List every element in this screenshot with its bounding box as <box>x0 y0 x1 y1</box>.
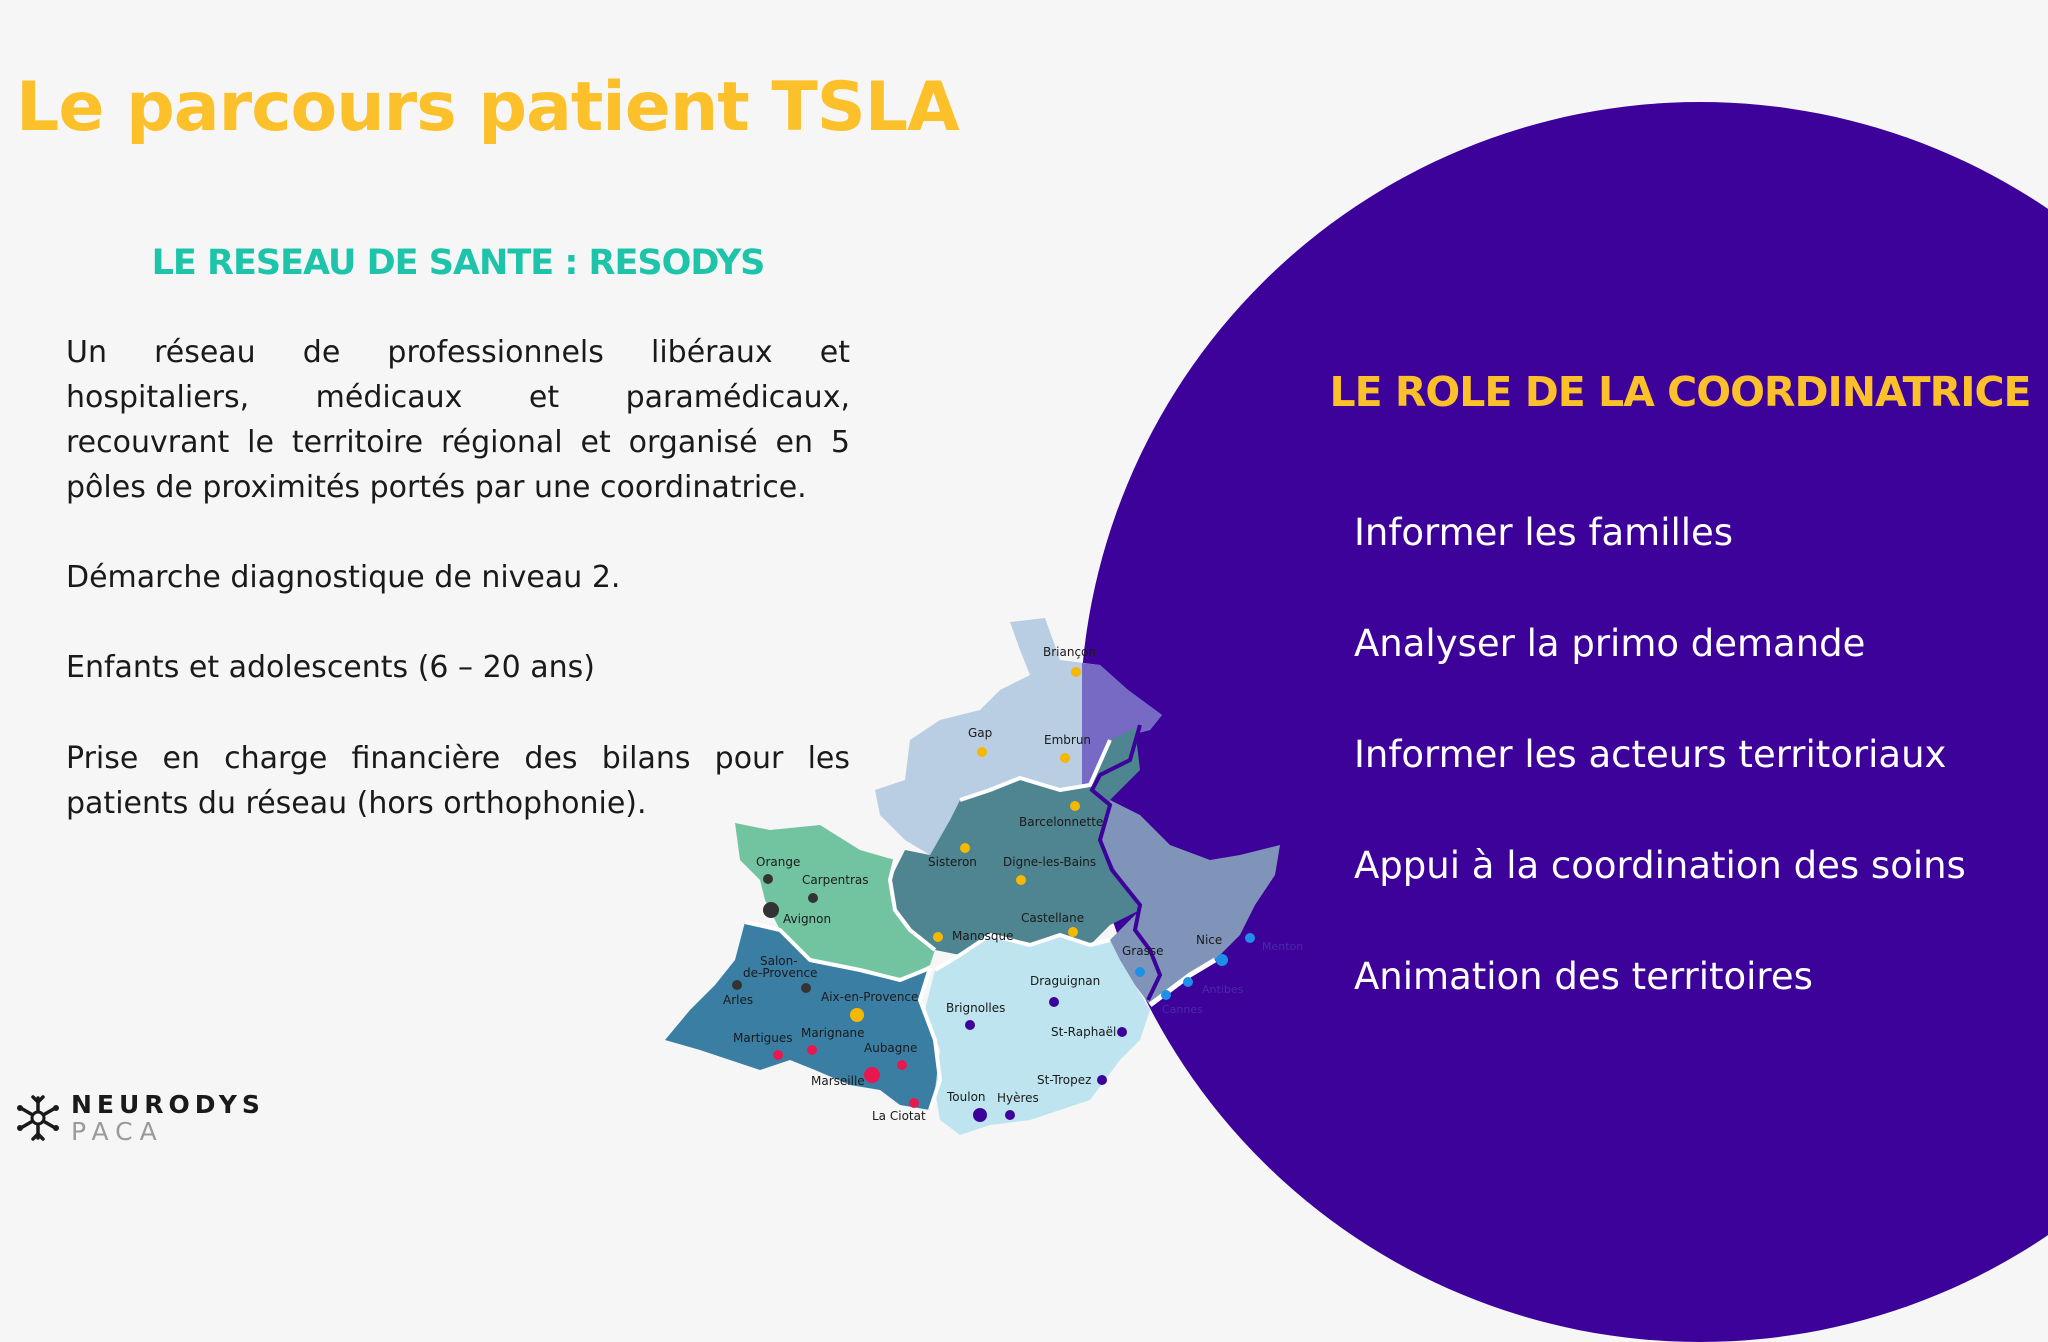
list-item: Analyser la primo demande <box>1354 622 1866 665</box>
city-label-marseille: Marseille <box>811 1074 865 1088</box>
city-label-antibes: Antibes <box>1202 983 1244 996</box>
city-label-carpentras: Carpentras <box>802 873 869 887</box>
snowflake-neuron-icon <box>14 1094 62 1142</box>
list-item: Appui à la coordination des soins <box>1354 844 1966 887</box>
city-label-marignane: Marignane <box>801 1026 865 1040</box>
city-label-aix: Aix-en-Provence <box>821 990 919 1004</box>
city-label-sisteron: Sisteron <box>928 855 977 869</box>
city-label-orange: Orange <box>756 855 801 869</box>
city-label-draguignan: Draguignan <box>1030 974 1101 988</box>
paragraph-age-range: Enfants et adolescents (6 – 20 ans) <box>66 650 596 685</box>
neurodys-logo <box>14 1090 274 1146</box>
city-label-laciotat: La Ciotat <box>872 1109 926 1123</box>
city-label-menton: Menton <box>1262 940 1304 953</box>
city-label-salon: Salon- <box>760 954 798 968</box>
city-label-brignoles: Brignolles <box>946 1001 1006 1015</box>
city-label-gap: Gap <box>968 726 993 740</box>
city-label-embrun: Embrun <box>1044 733 1092 747</box>
coordinator-role-list <box>1354 498 1966 1053</box>
list-item: Animation des territoires <box>1354 955 1813 998</box>
logo-text-paca: PACA <box>71 1117 164 1146</box>
paragraph-network-description: Un réseau de professionnels libéraux et hospitaliers, médicaux et paramédicaux, recouvrant le territoire régional et organisé en 5 pôles de proximités portés par une coordinatrice. <box>66 335 850 505</box>
city-label-briancon: Briançon <box>1043 645 1097 659</box>
city-label-arles: Arles <box>723 993 754 1007</box>
city-label-castellane: Castellane <box>1021 911 1085 925</box>
logo-text-neurodys: NEURODYS <box>71 1090 265 1119</box>
city-label-manosque: Manosque <box>952 929 1014 943</box>
city-label-cannes: Cannes <box>1162 1003 1203 1016</box>
section-subtitle-resodys: LE RESEAU DE SANTE : RESODYS <box>151 243 765 283</box>
city-label-barcelonnette: Barcelonnette <box>1019 815 1104 829</box>
city-label-digne: Digne-les-Bains <box>1003 855 1097 869</box>
list-item: Informer les familles <box>1354 511 1734 554</box>
city-label-grasse: Grasse <box>1122 944 1164 958</box>
city-label-nice: Nice <box>1196 933 1223 947</box>
paragraph-financial-support: Prise en charge financière des bilans pour les patients du réseau (hors orthophonie). <box>66 741 850 821</box>
list-item: Informer les acteurs territoriaux <box>1354 733 1947 776</box>
city-label-salon-2: de-Provence <box>743 966 818 980</box>
city-label-straphael: St-Raphaël <box>1051 1025 1117 1039</box>
city-label-aubagne: Aubagne <box>864 1041 918 1055</box>
region-map <box>660 615 1310 1145</box>
paragraph-diagnostic-level: Démarche diagnostique de niveau 2. <box>66 560 621 595</box>
city-label-sttropez: St-Tropez <box>1037 1073 1092 1087</box>
city-label-hyeres: Hyères <box>997 1091 1039 1105</box>
city-label-toulon: Toulon <box>947 1090 986 1104</box>
city-label-martigues: Martigues <box>733 1031 793 1045</box>
page-title: Le parcours patient TSLA <box>16 68 959 147</box>
city-label-avignon: Avignon <box>783 912 832 926</box>
coordinator-role-title: LE ROLE DE LA COORDINATRICE <box>1329 368 2031 416</box>
